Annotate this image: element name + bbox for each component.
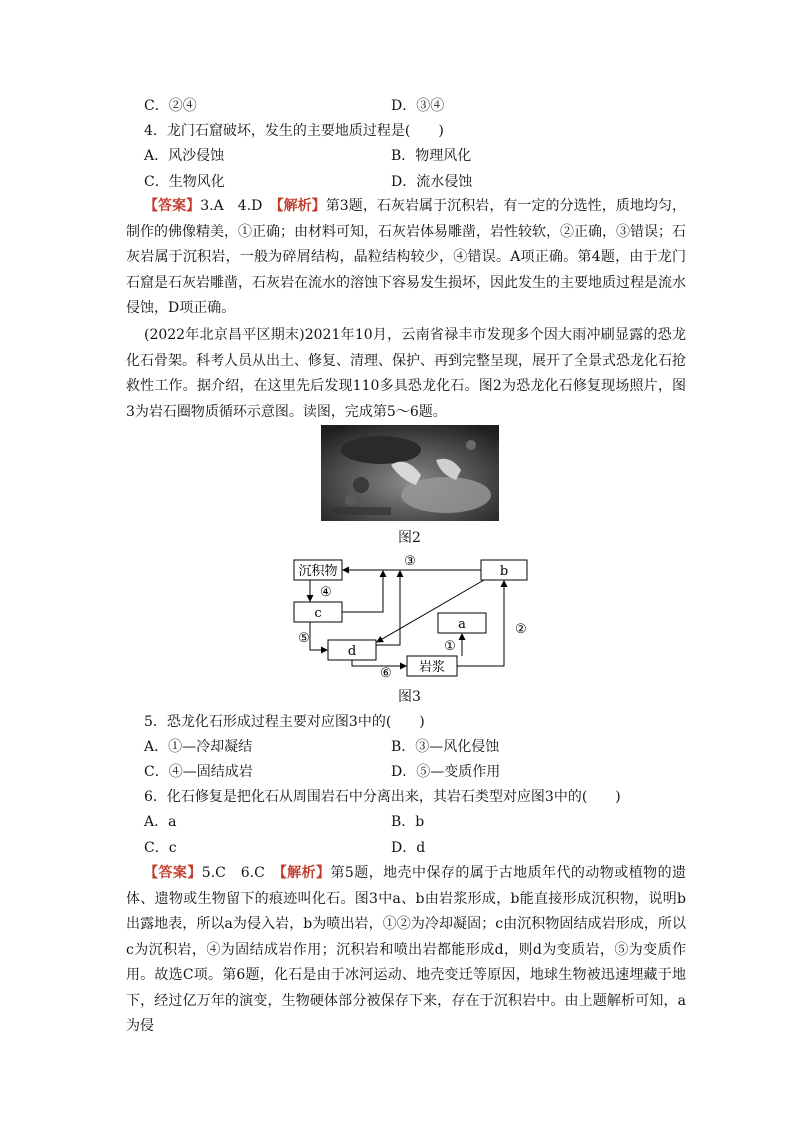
box-a-label: a	[458, 617, 466, 632]
material-paragraph: (2022年北京昌平区期末)2021年10月，云南省禄丰市发现多个因大雨冲刷显露的恐龙化石骨架。科考人员从出土、修复、清理、保护、再到完整呈现，展开了全景式恐龙化石抢救性工作。据介绍，在这里先后发现110多具恐龙化石。图2为恐龙化石修复现场照片，图3为岩石圈物质循环示意图。读图，完成第5～6题。	[126, 327, 686, 420]
q5-option-c: C．④—固结成岩	[144, 764, 253, 780]
box-b-label: b	[499, 564, 509, 579]
sediment-label: 沉积物	[298, 564, 338, 579]
q4-option-d: D．流水侵蚀	[391, 174, 473, 190]
label-4: ④	[320, 585, 332, 600]
answer-values: 3.A 4.D	[200, 198, 277, 214]
q3-option-d: D．③④	[391, 98, 445, 114]
label-1: ①	[444, 639, 456, 654]
q5-stem: 5．恐龙化石形成过程主要对应图3中的( )	[144, 714, 425, 730]
q6-stem: 6．化石修复是把化石从周围岩石中分离出来，其岩石类型对应图3中的( )	[144, 789, 621, 805]
label-3: ③	[404, 554, 416, 569]
q6-option-c: C．c	[144, 840, 177, 856]
answer-block-1	[126, 194, 686, 322]
box-d-label: d	[347, 644, 357, 659]
answer-block-2	[126, 861, 686, 1040]
analysis-tag: 【解析】	[279, 865, 331, 881]
q5-option-d: D．⑤—变质作用	[391, 764, 501, 780]
q4-option-b: B．物理风化	[391, 148, 472, 164]
q5-option-b: B．③—风化侵蚀	[391, 739, 500, 755]
dinosaur-fossil-photo	[321, 425, 499, 521]
q5-option-a: A．①—冷却凝结	[144, 739, 253, 755]
q4-stem: 4．龙门石窟破坏，发生的主要地质过程是( )	[144, 123, 444, 139]
q6-option-a: A．a	[144, 814, 177, 830]
fig2-caption: 图2	[398, 530, 421, 546]
q4-option-c: C．生物风化	[144, 174, 225, 190]
box-c-label: c	[314, 606, 322, 621]
label-2: ②	[515, 622, 527, 637]
label-6: ⑥	[380, 666, 392, 681]
q3-option-c: C．②④	[144, 98, 197, 114]
answer-tag: 【答案】	[144, 865, 202, 881]
answer-values: 5.C 6.C	[201, 865, 280, 881]
analysis-tag: 【解析】	[276, 198, 326, 214]
analysis-text: 第5题，地壳中保存的属于古地质年代的动物或植物的遗体、遗物或生物留下的痕迹叫化石。图3中a、b由岩浆形成，b能直接形成沉积物，说明b出露地表，所以a为侵入岩，b为喷出岩，①②为冷却凝固；c由沉积物固结成岩形成，所以c为沉积岩，④为固结成岩作用；沉积岩和喷出岩都能形成d，则d为变质岩，⑤为变质作用。故选C项。第6题，化石是由于冰河运动、地壳变迁等原因，地球生物被迅速埋藏于地下，经过亿万年的演变，生物硬体部分被保存下来，存在于沉积岩中。由上题解析可知，a为侵	[126, 865, 687, 1034]
label-5: ⑤	[298, 631, 310, 646]
analysis-text: 第3题，石灰岩属于沉积岩，有一定的分选性，质地均匀，制作的佛像精美，①正确；由材料可知，石灰岩体易雕凿，岩性较软，②正确，③错误；石灰岩属于沉积岩，一般为碎屑结构，晶粒结构较少，④错误。A项正确。第4题，由于龙门石窟是石灰岩雕凿，石灰岩在流水的溶蚀下容易发生损坏，因此发生的主要地质过程是流水侵蚀，D项正确。	[126, 198, 687, 316]
fig3-caption: 图3	[398, 689, 421, 705]
answer-tag: 【答案】	[144, 198, 201, 214]
q6-option-b: B．b	[391, 814, 425, 830]
q4-option-a: A．风沙侵蚀	[144, 148, 225, 164]
q6-option-d: D．d	[391, 840, 426, 856]
rock-cycle-diagram	[280, 545, 540, 690]
magma-label: 岩浆	[418, 660, 446, 675]
